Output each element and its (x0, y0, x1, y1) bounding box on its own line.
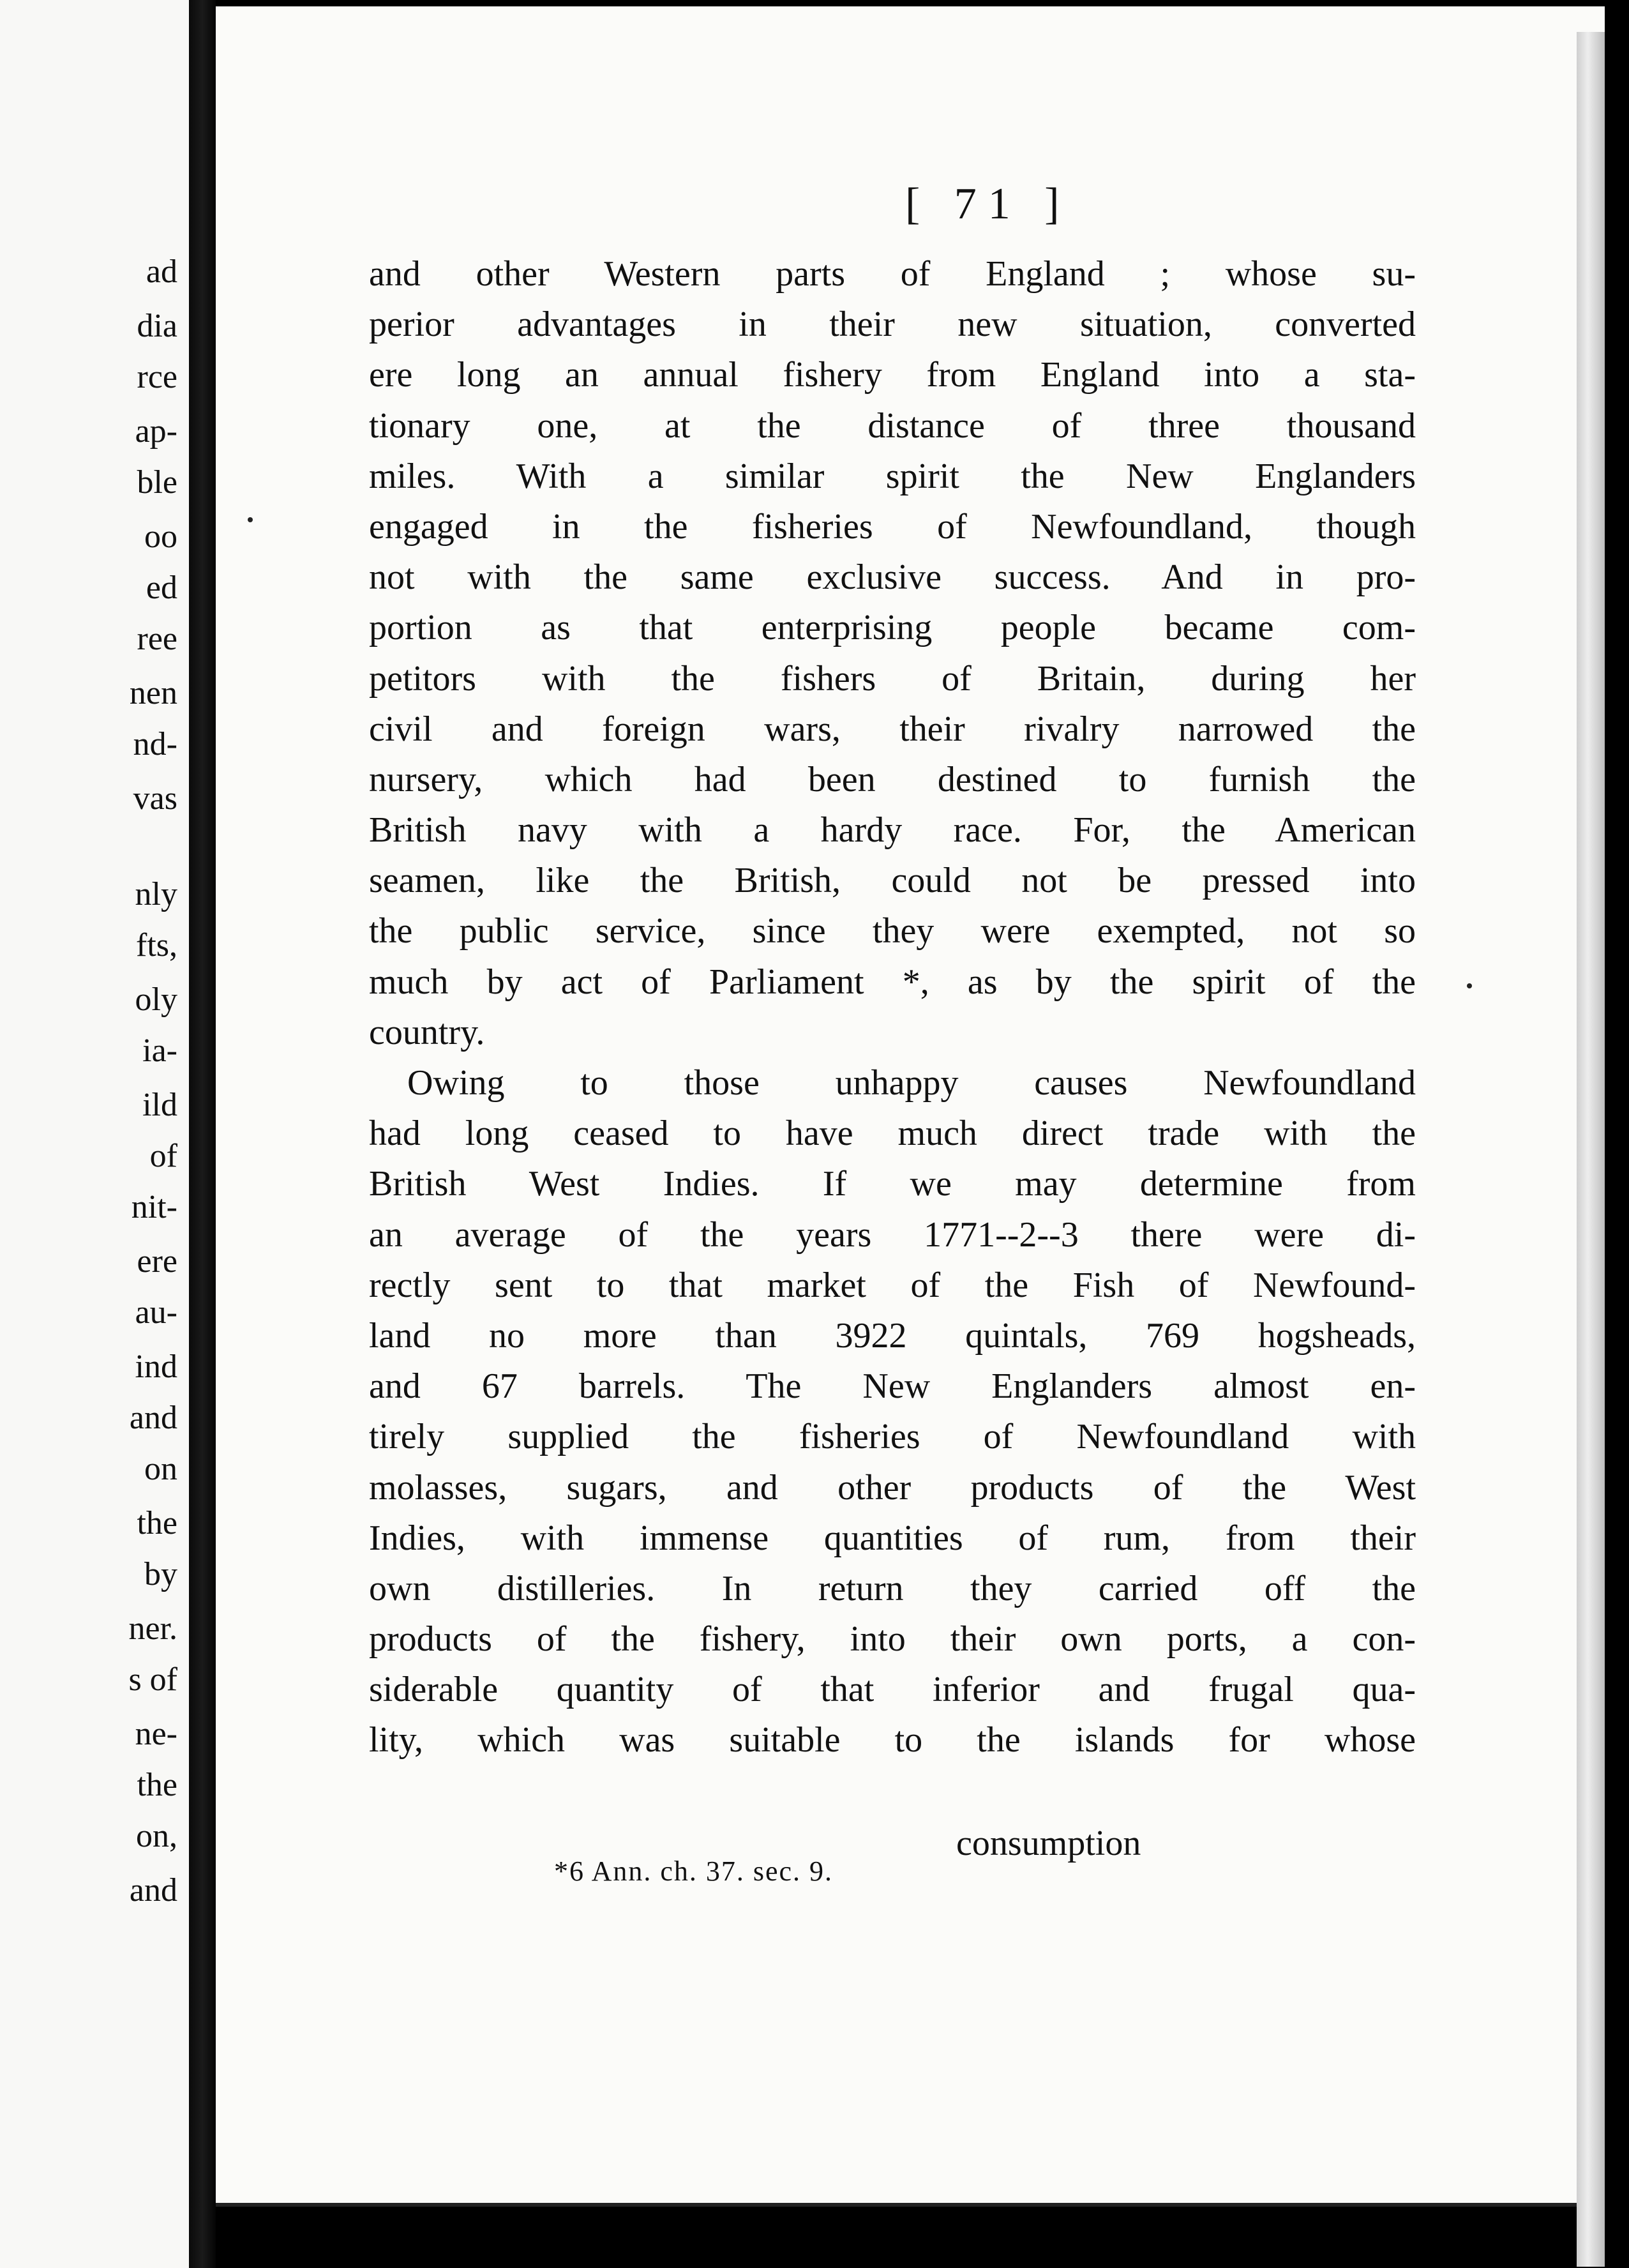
left-page-line-fragment: and (129, 1400, 177, 1436)
left-page-line-fragment: ild (142, 1087, 177, 1123)
left-page-line-fragment: rce (137, 359, 177, 395)
left-page-line-fragment: ind (135, 1349, 177, 1385)
left-page-line-fragment: ap- (135, 413, 177, 450)
page-edge (1577, 32, 1605, 2267)
text-line: petitors with the fishers of Britain, during her (369, 658, 1416, 699)
text-line: much by act of Parliament *, as by the spirit of the (369, 962, 1416, 1002)
text-line: country. (369, 1012, 485, 1052)
text-line: and other Western parts of England ; whose su- (369, 254, 1416, 294)
left-page-line-fragment: dia (137, 308, 177, 344)
left-page-line-fragment: nly (135, 876, 177, 912)
left-page-line-fragment: ere (137, 1243, 177, 1280)
text-line: miles. With a similar spirit the New Englanders (369, 456, 1416, 496)
left-page-line-fragment: the (137, 1767, 177, 1803)
text-line: own distilleries. In return they carried off the (369, 1568, 1416, 1608)
left-page-line-fragment: and (129, 1872, 177, 1909)
left-page-line-fragment: ad (146, 253, 177, 290)
book-gutter (189, 0, 216, 2268)
text-line: portion as that enterprising people became com- (369, 608, 1416, 648)
text-line: engaged in the fisheries of Newfoundland, though (369, 506, 1416, 547)
text-line: an average of the years 1771--2--3 there were di- (369, 1214, 1416, 1255)
left-page-line-fragment: nen (129, 675, 177, 711)
left-page-line-fragment: by (144, 1556, 177, 1592)
text-line: land no more than 3922 quintals, 769 hogsheads, (369, 1315, 1416, 1356)
left-page-line-fragment: ia- (142, 1032, 177, 1069)
left-page-line-fragment: the (137, 1505, 177, 1541)
left-page-line-fragment: ne- (135, 1716, 177, 1752)
left-page-line-fragment: of (149, 1138, 177, 1174)
text-line: products of the fishery, into their own ports, a con- (369, 1619, 1416, 1659)
left-page-line-fragment: ree (137, 621, 177, 657)
text-line: tirely supplied the fisheries of Newfoundland with (369, 1417, 1416, 1457)
text-line: Indies, with immense quantities of rum, from their (369, 1518, 1416, 1558)
left-page-line-fragment: on (144, 1451, 177, 1487)
text-line: tionary one, at the distance of three thousand (369, 405, 1416, 446)
footnote: *6 Ann. ch. 37. sec. 9. (554, 1856, 834, 1887)
text-line: and 67 barrels. The New Englanders almost en- (369, 1366, 1416, 1407)
ink-speck (1467, 983, 1472, 988)
text-line: ere long an annual fishery from England into a sta- (369, 355, 1416, 395)
text-line: nursery, which had been destined to furnish the (369, 759, 1416, 799)
text-line: Owing to those unhappy causes Newfoundland (407, 1063, 1416, 1103)
text-line: seamen, like the British, could not be pressed into (369, 861, 1416, 901)
text-line: molasses, sugars, and other products of the West (369, 1467, 1416, 1508)
left-page-line-fragment: on, (136, 1818, 177, 1854)
book-page (216, 6, 1605, 2207)
text-line: not with the same exclusive success. And in pro- (369, 557, 1416, 598)
text-line: British West Indies. If we may determine from (369, 1164, 1416, 1204)
left-page-line-fragment: nd- (133, 726, 177, 762)
left-page-line-fragment: vas (133, 780, 177, 817)
text-line: had long ceased to have much direct trade with the (369, 1114, 1416, 1154)
left-page-line-fragment: nit- (131, 1189, 177, 1225)
catchword: consumption (956, 1824, 1141, 1863)
page-number-header: [ 71 ] (905, 179, 1071, 229)
text-line: siderable quantity of that inferior and frugal qua- (369, 1670, 1416, 1710)
text-line: the public service, since they were exempted, not so (369, 911, 1416, 951)
left-page-line-fragment: oly (135, 981, 177, 1018)
left-page-line-fragment: ner. (128, 1610, 177, 1647)
left-page-line-fragment: au- (135, 1294, 177, 1331)
left-page-line-fragment: fts, (136, 927, 177, 964)
ink-speck (248, 517, 253, 522)
left-page-line-fragment: s of (128, 1661, 177, 1698)
left-page-line-fragment: ed (146, 570, 177, 606)
text-line: perior advantages in their new situation, converted (369, 305, 1416, 345)
left-facing-page (0, 0, 189, 2268)
left-page-line-fragment: ble (137, 464, 177, 501)
text-line: civil and foreign wars, their rivalry narrowed the (369, 709, 1416, 749)
left-page-line-fragment: oo (144, 518, 177, 555)
body-text (369, 249, 1416, 1766)
text-line: rectly sent to that market of the Fish of Newfound- (369, 1265, 1416, 1305)
text-line: lity, which was suitable to the islands for whose (369, 1720, 1416, 1760)
text-line: British navy with a hardy race. For, the American (369, 810, 1416, 850)
